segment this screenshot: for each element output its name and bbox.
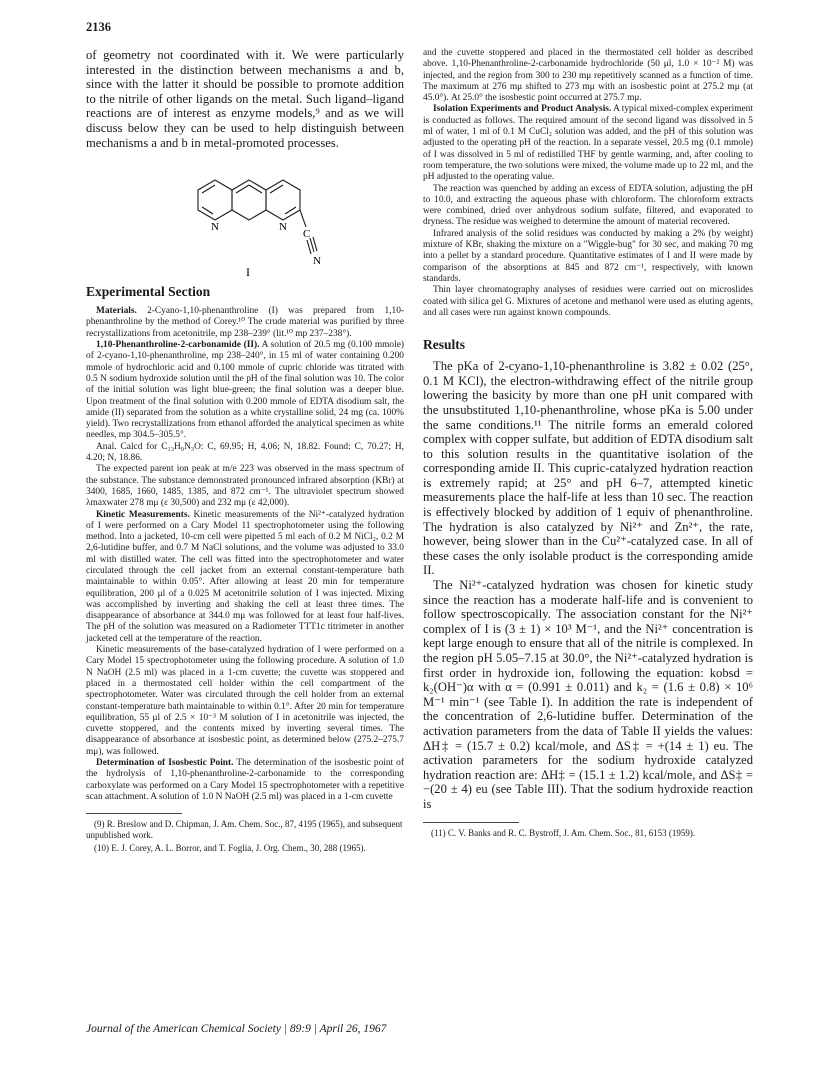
atom-c: C	[303, 228, 311, 241]
tlc-paragraph: Thin layer chromatography analyses of residues were carried out on microslides coated with silica gel G. Mixtures of acetone and methanol were used as eluting agents, and all cases were run against known compounds.	[423, 285, 753, 318]
phenanthroline-nitrile-structure	[164, 152, 334, 278]
isosbestic-text: The determination of the isosbestic point of the hydrolysis of 1,10-phenanthroline-2-carbonamide to the corresponding carboxylate was performed on a Cary Model 15 spectrophotometer with a repetitive scan attachment. A solution of 1.0 N NaOH (2.5 ml) was placed in a 1-cm cuvette	[86, 758, 404, 802]
middle-ring	[232, 180, 266, 220]
footnote-rule	[86, 813, 182, 814]
amide-paragraph	[86, 340, 404, 442]
isosbestic-head: Determination of Isosbestic Point.	[96, 758, 234, 769]
amide-text: A solution of 20.5 mg (0.100 mmole) of 2-cyano-1,10-phenanthroline, mp 238–240°, in 15 ml of water containing 0.200 mmole of hydrochloric acid and 0.100 mmole of cupric chloride was titrated with 0.5 N sodium hydroxide solution until the pH of the final solution was 10. The color of the initial solution was light blue-green; the final solution was a deeper blue. Upon treatment of the final solution with 0.200 mmole of EDTA disodium salt, the amide (II) separated from the solution as a white crystalline solid, 24 mg (ca. 100% yield). Two recrystallizations from ethanol afforded the analytical specimen as white needles, mp 304.5–305.5°.	[86, 340, 404, 441]
chemical-structure-figure	[86, 150, 404, 278]
quench-paragraph: The reaction was quenched by adding an excess of EDTA solution, adjusting the pH to 10.0, and extracting the aqueous phase with chloroform. The chloroform extracts were combined, dried over anhydrous sodium sulfate, filtered, and evaporated to dryness. The residue was weighed to determine the amount of material recovered.	[423, 183, 753, 228]
results-paragraph-1: The pKa of 2-cyano-1,10-phenanthroline is 3.82 ± 0.02 (25°, 0.1 M KCl), the electron-withdrawing effect of the nitrile group lowering the basicity by more than one pH unit compared with the unsubstituted 1,10-phenanthroline, whose pKa is 5.00 under the same conditions.¹¹ The nitrile forms an emerald colored complex with copper sulfate, but addition of EDTA disodium salt to this solution results in the quantitative isolation of the corresponding amide II. This cupric-catalyzed hydration reaction is extremely rapid; at 25° and pH 6–7, attempted kinetic measurements place the half-life at less than 10 sec. The reaction is effectively blocked by addition of 1 equiv of phenanthroline. The hydration is also catalyzed by Ni²⁺ and Zn²⁺, the rate, however, being slower than in the Cu²⁺-catalyzed case. In all of these cases the only isolable product is the corresponding amide II.	[423, 359, 753, 578]
materials-head: Materials.	[96, 306, 137, 317]
left-column	[86, 48, 404, 856]
ir-paragraph: Infrared analysis of the solid residues was conducted by making a 2% (by weight) mixture of KBr, shaking the mixture on a "Wiggle-bug" for 30 sec, and making 70 mg into a pellet by a standard procedure. Quantitative estimates of I and II were made by comparison of the absorptions at 845 and 872 cm⁻¹, respectively, with known standards.	[423, 228, 753, 284]
isolation-head: Isolation Experiments and Product Analysis.	[433, 104, 612, 115]
materials-paragraph	[86, 306, 404, 340]
right-ring	[266, 180, 300, 220]
isolation-text: A typical mixed-complex experiment is conducted as follows. The required amount of the second ligand was dissolved in 5 ml of water, 1 ml of 0.1 M CuCl₂ solution was added, and the pH of this solution was adjusted to the operating pH of the reaction. In a separate vessel, 20.5 mg (0.1 mmole) of I was dissolved in 5 ml of redistilled THF by gentle warming, and, after cooling to room temperature, the two solutions were mixed, the volume made up to 22 ml, and the pH adjusted to the operating value.	[423, 104, 753, 183]
anal-paragraph: Anal. Calcd for C₁₃H₉N₃O: C, 69.95; H, 4.06; N, 18.82. Found: C, 70.27; H, 4.20; N, 18.86.	[86, 441, 404, 464]
continuation-paragraph: and the cuvette stoppered and placed in the thermostated cell holder as described above. 1,10-Phenanthroline-2-carbonamide hydrochloride (50 μl, 1.0 × 10⁻² M) was injected, and the region from 300 to 230 mμ repetitively scanned as a function of time. The maximum at 276 mμ shifted to 273 mμ with an isosbestic point at 275.2 mμ (at 45.0°). At 25.0° the isosbestic point occurred at 275.7 mμ.	[423, 48, 753, 104]
results-paragraph-2: The Ni²⁺-catalyzed hydration was chosen for kinetic study since the reaction has a moderate half-life and is convenient to follow spectroscopically. The association constant for the Ni²⁺ complex of I is (3 ± 1) × 10³ M⁻¹, and the Ni²⁺ concentration is kept large enough to ensure that all of the nitrile is complexed. In the region pH 5.05–7.15 at 30.0°, the Ni²⁺-catalyzed hydration is first order in hydroxide ion, following the equation: kobsd = k₂(OH⁻)α with α = (0.991 ± 0.011) and k₂ = (1.6 ± 0.8) × 10⁶ M⁻¹ min⁻¹ (see Table I). In addition the rate is independent of the concentration of 2,6-lutidine buffer. Determination of the activation parameters from the data of Table II yields the values: ΔH‡ = (15.7 ± 0.2) kcal/mole, and ΔS‡ = +(14 ± 1) eu. The activation parameters for the sodium hydroxide catalyzed hydration reaction are: ΔH‡ = (15.1 ± 1.2) kcal/mole, and ΔS‡ = −(20 ± 4) eu (see Table III). That the sodium hydroxide reaction is	[423, 578, 753, 811]
kinetic-text: Kinetic measurements of the Ni²⁺-catalyzed hydration of I were performed on a Cary Model 11 spectrophotometer using the following method. Into a jacketed, 10-cm cell were pipetted 5 ml each of 0.2 M NiCl₂, 0.2 M 2,6-lutidine buffer, and 0.7 M NaCl solutions, and the volume was adjusted to 33.0 ml with distilled water. The cell was fitted into the spectrophotometer and water circulated through the cell jacket from an external constant-temperature bath maintainable to within 0.05°. After allowing at least 20 min for temperature equilibration, 200 μl of a 0.025 M acetonitrile solution of I was injected. Mixing was accomplished by inverting and shaking the cell at least three times. The disappearance of absorbance at 344.0 mμ was followed for at least four half-lives. The pH of the solution was measured on a Radiometer TTT1c titrimeter in another jacketed cell at the temperature of the reaction.	[86, 509, 405, 644]
footnote-11: (11) C. V. Banks and R. C. Bystroff, J. Am. Chem. Soc., 81, 6153 (1959).	[431, 827, 696, 838]
isosbestic-paragraph	[86, 758, 404, 803]
footnote-9: (9) R. Breslow and D. Chipman, J. Am. Chem. Soc., 87, 4195 (1965), and subsequent unpublished work.	[86, 819, 403, 841]
isolation-paragraph	[423, 104, 753, 183]
footnote-10: (10) E. J. Corey, A. L. Borror, and T. Foglia, J. Org. Chem., 30, 288 (1965).	[94, 842, 366, 853]
experimental-heading: Experimental Section	[86, 284, 211, 300]
mass-spec-paragraph: The expected parent ion peak at m/e 223 was observed in the mass spectrum of the substance. The substance demonstrated pronounced infrared absorption (KBr) at 3400, 1685, 1660, 1485, 1385, and 872 cm⁻¹. The ultraviolet spectrum showed λmaxwater 278 mμ (ε 30,500) and 232 mμ (ε 42,000).	[86, 464, 404, 509]
footnote-rule-right	[423, 822, 519, 823]
compound-label: I	[246, 265, 250, 279]
base-catalyzed-paragraph: Kinetic measurements of the base-catalyzed hydration of I were performed on a Cary Model 15 spectrophotometer using the following procedure. A solution of 1.0 N NaOH (2.5 ml) was placed in a 1-cm cuvette; the cuvette was stoppered and placed in a thermostated cell holder within the cell compartment of the spectrophotometer. Water was circulated through the cell holder from an external constant-temperature bath maintainable to within 0.1°. After 20 min for temperature equilibration, 55 μl of 2.5 × 10⁻³ M solution of I in acetonitrile was injected, the cuvette stoppered, and the contents mixed by inverting several times. The disappearance of absorbance at isosbestic point, as determined below (275.2–275.7 mμ), was followed.	[86, 645, 404, 757]
atom-n3: N	[313, 255, 321, 268]
left-ring	[198, 180, 232, 220]
results-heading: Results	[423, 337, 466, 353]
amide-head: 1,10-Phenanthroline-2-carbonamide (II).	[96, 340, 260, 351]
kinetic-paragraph	[86, 510, 404, 646]
intro-paragraph: of geometry not coordinated with it. We were particularly interested in the distinction between mechanisms a and b, since with the latter it should be possible to promote addition to the nitrile of other ligands on the metal. Such ligand–ligand reactions are of interest as enzyme models,⁹ and as we will discuss below they can be used to help distinguish between mechanisms a and b in metal-promoted processes.	[86, 48, 404, 150]
journal-footer: Journal of the American Chemical Society | 89:9 | April 26, 1967	[86, 1023, 387, 1035]
kinetic-head: Kinetic Measurements.	[96, 509, 190, 520]
atom-n1: N	[211, 221, 219, 234]
materials-text: 2-Cyano-1,10-phenanthroline (I) was prepared from 1,10-phenanthroline by the method of Corey.¹⁰ The crude material was purified by three recrystallizations from acetonitrile, mp 238–239° (lit.¹⁰ mp 237–238°).	[86, 306, 404, 339]
right-column	[423, 48, 753, 840]
page-number: 2136	[86, 20, 111, 34]
atom-n2: N	[279, 221, 287, 234]
